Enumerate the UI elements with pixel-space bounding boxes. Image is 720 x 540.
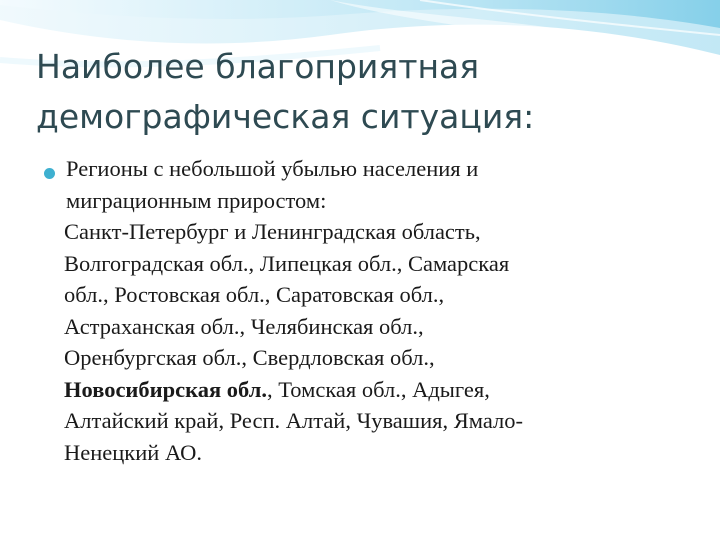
regions-line-3: обл., Ростовская обл., Саратовская обл.,: [64, 282, 445, 307]
title-line-2: демографическая ситуация:: [36, 97, 535, 136]
bullet-icon: [44, 168, 55, 179]
bullet-line-1: Регионы с небольшой убылью населения и: [66, 156, 479, 181]
highlighted-region: Новосибирская обл.: [64, 376, 267, 402]
regions-line-1: Санкт-Петербург и Ленинградская область,: [64, 219, 481, 244]
regions-line-6: [64, 374, 686, 406]
regions-line-8: Ненецкий АО.: [64, 439, 202, 465]
regions-line-7: Алтайский край, Респ. Алтай, Чувашия, Ямало-: [64, 408, 523, 433]
regions-line-5: Оренбургская обл., Свердловская обл.,: [64, 345, 435, 370]
bullet-content: [66, 153, 686, 468]
regions-line-4: Астраханская обл., Челябинская обл.,: [64, 313, 424, 339]
regions-list: [64, 216, 686, 468]
title-line-1: Наиболее благоприятная: [36, 47, 480, 86]
bullet-line-2: миграционным приростом:: [66, 187, 327, 213]
regions-line-6-tail: , Томская обл., Адыгея,: [266, 376, 490, 402]
regions-line-2: Волгоградская обл., Липецкая обл., Самарская: [64, 250, 510, 276]
slide-title: [36, 42, 696, 142]
